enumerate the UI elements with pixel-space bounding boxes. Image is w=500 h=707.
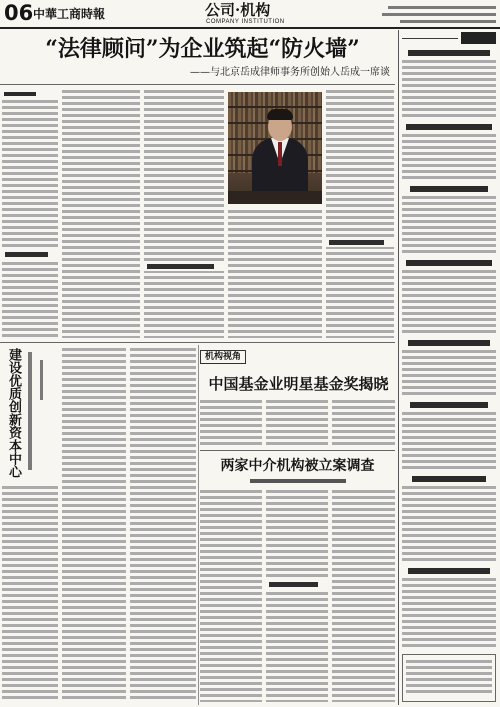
- masthead-editor-line: [382, 13, 496, 16]
- person-tie: [278, 142, 282, 166]
- probe-article-headline: 两家中介机构被立案调查: [220, 458, 375, 474]
- brief-headline: [408, 568, 490, 574]
- paragraph-subhead: [2, 250, 58, 259]
- desk: [228, 191, 322, 204]
- column-tag: 机构视角: [200, 350, 246, 364]
- fund-article-column-2: [266, 400, 328, 445]
- probe-article-subheadline: [250, 479, 346, 483]
- brief-headline: [406, 124, 492, 130]
- lead-headline: “法律顾问”为企业筑起“防火墙”: [45, 36, 360, 62]
- fund-article-column-3: [332, 400, 395, 445]
- brief-body: [402, 60, 496, 118]
- lead-byline: [4, 92, 36, 96]
- lead-article-column-3: [144, 90, 224, 338]
- brief-headline: [410, 402, 488, 408]
- fund-article-bottom-rule: [200, 450, 395, 451]
- lead-header-rule: [0, 84, 395, 85]
- lead-article-column-4: [228, 210, 322, 338]
- briefs-header-rule: [402, 38, 458, 39]
- briefs-footer-text: [406, 660, 492, 696]
- person-hair: [267, 109, 293, 120]
- side-article-column-2: [62, 348, 126, 702]
- probe-article-column-3: [332, 490, 395, 702]
- fund-article-column-1: [200, 400, 262, 445]
- paragraph-subhead: [326, 238, 394, 247]
- brief-body: [402, 486, 496, 562]
- side-article-byline: [40, 360, 43, 400]
- probe-article-column-1: [200, 490, 262, 702]
- brief-headline: [410, 186, 488, 192]
- brief-body: [402, 412, 496, 470]
- masthead-contact-line: [400, 20, 496, 23]
- briefs-header-label: [461, 32, 496, 44]
- lead-article-column-5: [326, 90, 394, 338]
- lead-subheadline: ——与北京岳成律师事务所创始人岳成一席谈: [190, 67, 390, 78]
- fund-article-headline: 中国基金业明星基金奖揭晓: [208, 375, 389, 393]
- brief-headline: [406, 260, 492, 266]
- briefs-column-rule: [398, 30, 399, 705]
- lead-article-column-1: [2, 100, 58, 338]
- brief-body: [402, 134, 496, 180]
- column-rule: [198, 345, 199, 705]
- paper-name: 中華工商時報: [33, 7, 106, 21]
- side-article-vertical-subheadline: [28, 352, 32, 470]
- page-number: 06: [4, 1, 34, 25]
- probe-article-column-2: [266, 490, 328, 702]
- section-subtitle: COMPANY INSTITUTION: [206, 19, 285, 25]
- brief-headline: [412, 476, 486, 482]
- side-article-column-3: [130, 348, 196, 702]
- brief-body: [402, 196, 496, 254]
- brief-body: [402, 270, 496, 334]
- paragraph-subhead: [144, 262, 224, 271]
- brief-body: [402, 578, 496, 648]
- masthead-rule: [0, 27, 500, 29]
- lead-article-column-2: [62, 90, 140, 338]
- lead-article-bottom-rule: [0, 342, 395, 343]
- side-article-column-1: [2, 486, 58, 702]
- brief-body: [402, 350, 496, 396]
- portrait-photo: [228, 92, 322, 204]
- brief-headline: [408, 50, 490, 56]
- brief-headline: [408, 340, 490, 346]
- masthead-date-line: [388, 6, 496, 9]
- section-title: 公司·机构: [205, 1, 271, 19]
- paragraph-subhead: [266, 580, 328, 589]
- side-article-vertical-headline: 建设优质创新资本中心: [6, 348, 21, 478]
